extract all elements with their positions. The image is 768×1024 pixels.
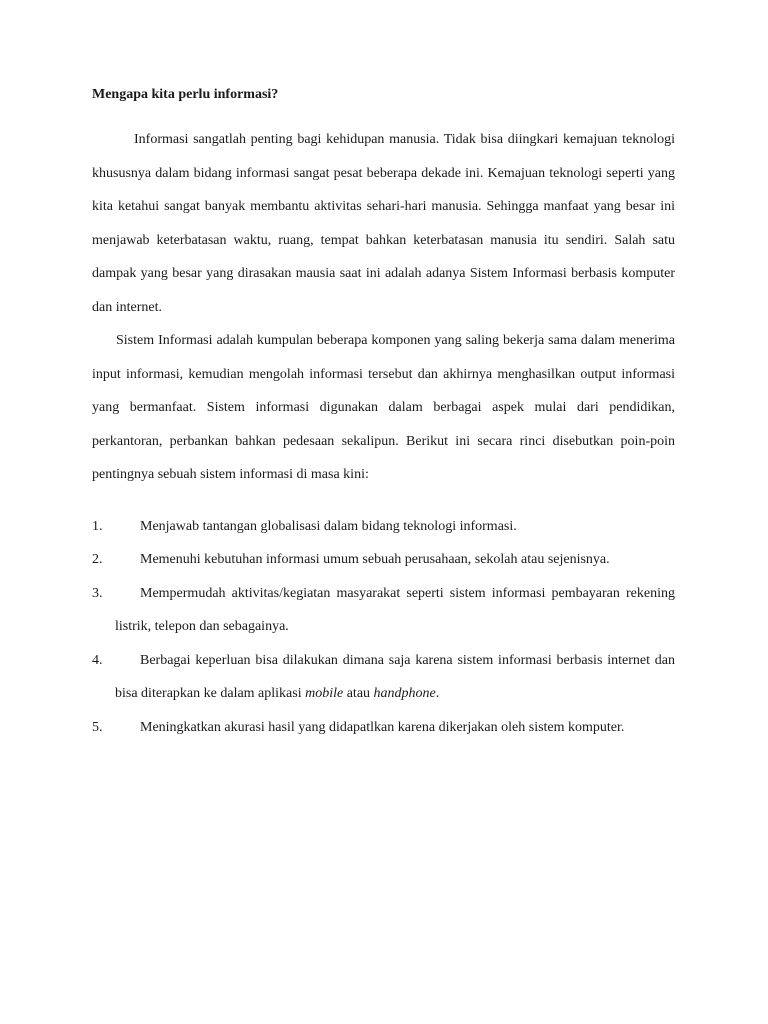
list-item — [92, 510, 675, 544]
numbered-list — [92, 510, 675, 745]
list-number: 3. — [92, 585, 103, 601]
list-number: 1. — [92, 518, 103, 534]
list-text: Meningkatkan akurasi hasil yang didapatlkan karena dikerjakan oleh sistem komputer. — [140, 719, 625, 735]
list-text-part: atau — [343, 686, 374, 701]
list-item — [92, 543, 675, 577]
paragraph-intro: Informasi sangatlah penting bagi kehidupan manusia. Tidak bisa diingkari kemajuan teknologi khususnya dalam bidang informasi sangat pesat beberapa dekade ini. Kemajuan teknologi seperti yang kita ketahui sangat banyak membantu aktivitas sehari-hari manusia. Sehingga manfaat yang besar ini menjawab keterbatasan waktu, ruang, tempat bahkan keterbatasan manusia itu sendiri. Salah satu dampak yang besar yang dirasakan mausia saat ini adalah adanya Sistem Informasi berbasis komputer dan internet. — [92, 132, 675, 315]
list-number: 5. — [92, 719, 103, 735]
list-text: Memenuhi kebutuhan informasi umum sebuah perusahaan, sekolah atau sejenisnya. — [140, 552, 610, 567]
list-text — [115, 644, 675, 711]
list-number: 4. — [92, 652, 103, 668]
italic-term-handphone: handphone — [373, 686, 436, 701]
list-number: 2. — [92, 552, 103, 567]
list-item — [92, 644, 675, 711]
paragraph-sistem-informasi: Sistem Informasi adalah kumpulan beberapa komponen yang saling bekerja sama dalam menerima input informasi, kemudian mengolah informasi tersebut dan akhirnya menghasilkan output informasi yang bermanfaat. Sistem informasi digunakan dalam berbagai aspek mulai dari pendidikan, perkantoran, perbankan bahkan pedesaan sekalipun. Berikut ini secara rinci disebutkan poin-poin pentingnya sebuah sistem informasi di masa kini: — [92, 333, 675, 482]
list-text: Menjawab tantangan globalisasi dalam bidang teknologi informasi. — [140, 518, 517, 534]
list-item — [92, 711, 675, 745]
list-text: Mempermudah aktivitas/kegiatan masyarakat seperti sistem informasi pembayaran rekening listrik, telepon dan sebagainya. — [115, 585, 675, 634]
document-page — [92, 84, 675, 744]
italic-term-mobile: mobile — [305, 686, 344, 701]
document-title: Mengapa kita perlu informasi? — [92, 87, 279, 102]
list-item — [92, 577, 675, 644]
list-text-part: Berbagai keperluan bisa dilakukan dimana saja karena sistem informasi berbasis internet dan bisa diterapkan ke dalam aplikasi — [115, 652, 675, 701]
list-text-part: . — [435, 686, 440, 701]
